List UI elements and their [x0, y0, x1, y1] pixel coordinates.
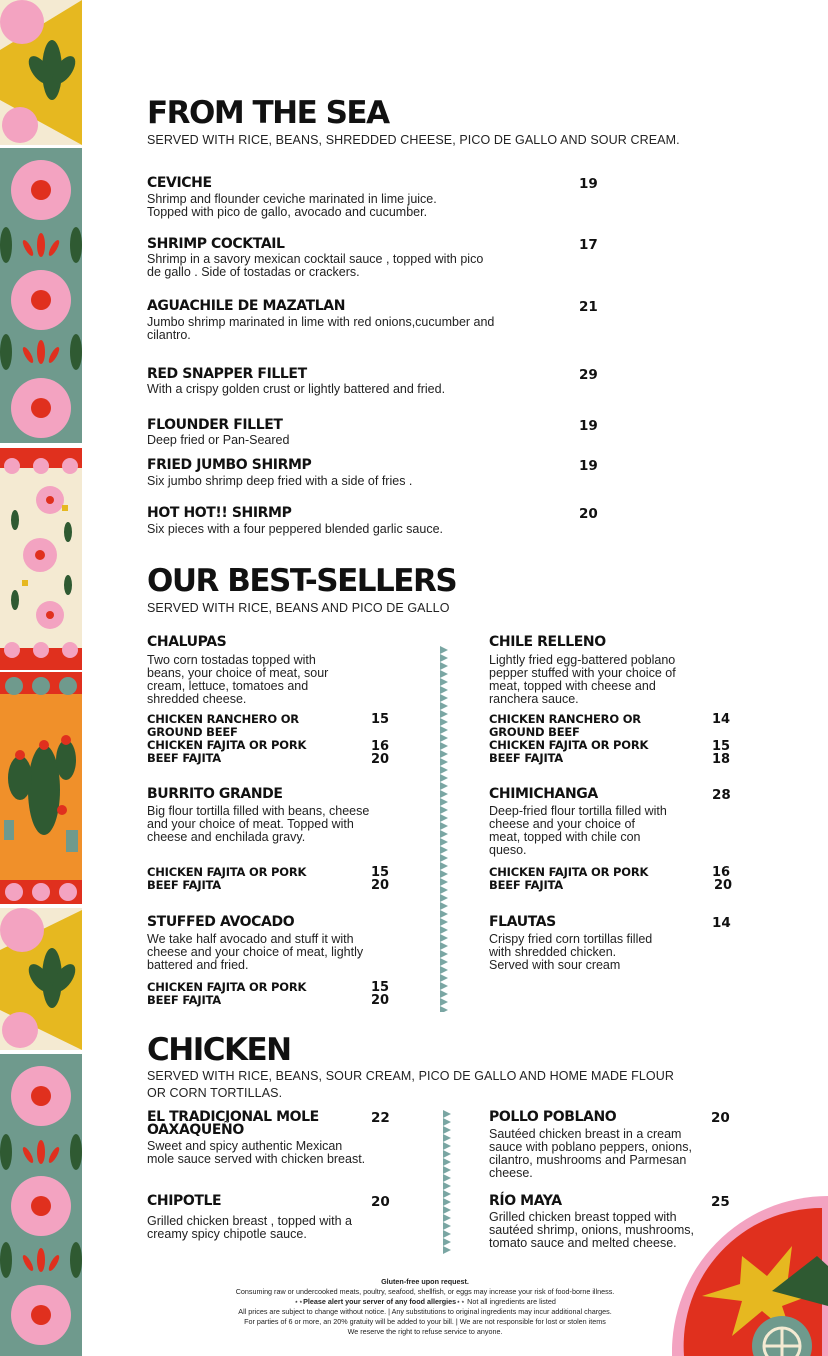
option-label: CHICKEN FAJITA OR PORK	[489, 865, 649, 879]
item-description: Six pieces with a four peppered blended garlic sauce.	[147, 522, 444, 536]
option-price: 15	[371, 980, 390, 995]
item-price: 21	[579, 299, 598, 315]
gratuity-note: For parties of 6 or more, an 20% gratuity will be added to your bill. | We are not responsible for lost or stolen items	[244, 1317, 606, 1326]
section-subtitle-sea: SERVED WITH RICE, BEANS, SHREDDED CHEESE, PICO DE GALLO AND SOUR CREAM.	[147, 133, 680, 147]
option-price: 16	[712, 865, 731, 880]
item-description: Grilled chicken breast topped with sautéed shrimp, onions, mushrooms, tomato sauce and melted cheese.	[489, 1210, 694, 1250]
option-label: BEEF FAJITA	[489, 878, 563, 892]
item-price: 20	[711, 1110, 730, 1126]
item-description: Six jumbo shrimp deep fried with a side of fries .	[147, 474, 413, 488]
option-price: 18	[712, 752, 731, 767]
option-label: CHICKEN FAJITA OR PORK	[147, 738, 307, 752]
item-description: Big flour tortilla filled with beans, cheese and your choice of meat. Topped with cheese and enchilada gravy.	[147, 804, 370, 844]
item-name: CHIPOTLE	[147, 1193, 222, 1209]
item-description: Shrimp in a savory mexican cocktail sauce , topped with pico de gallo . Side of tostadas or crackers.	[147, 252, 484, 279]
option-label: BEEF FAJITA	[147, 993, 221, 1007]
option-price: 15	[712, 739, 731, 754]
option-label: BEEF FAJITA	[147, 751, 221, 765]
item-description: Lightly fried egg-battered poblano pepper stuffed with your choice of meat, topped with cheese and ranchera sauce.	[489, 653, 676, 706]
item-name: RÍO MAYA	[489, 1193, 562, 1209]
item-name: CHALUPAS	[147, 634, 227, 650]
section-subtitle-chicken: SERVED WITH RICE, BEANS, SOUR CREAM, PICO DE GALLO AND HOME MADE FLOUR OR CORN TORTILLAS.	[147, 1069, 674, 1100]
refuse-service-note: We reserve the right to refuse service to anyone.	[347, 1327, 503, 1336]
item-name: STUFFED AVOCADO	[147, 914, 295, 930]
option-label: CHICKEN FAJITA OR PORK	[147, 980, 307, 994]
zigzag-divider-icon	[440, 646, 448, 1012]
item-name: FLOUNDER FILLET	[147, 417, 283, 433]
option-label: CHICKEN FAJITA OR PORK	[489, 738, 649, 752]
option-price: 16	[371, 739, 390, 754]
section-title-best-sellers: OUR BEST-SELLERS	[147, 563, 457, 599]
item-name: POLLO POBLANO	[489, 1109, 617, 1125]
item-description: Two corn tostadas topped with beans, your choice of meat, sour cream, lettuce, tomatoes and shredded cheese.	[147, 653, 329, 706]
item-description: Shrimp and flounder ceviche marinated in lime juice. Topped with pico de gallo, avocado and cucumber.	[147, 192, 437, 219]
option-label: CHICKEN RANCHERO OR GROUND BEEF	[489, 712, 641, 739]
item-name: CHIMICHANGA	[489, 786, 598, 802]
zigzag-divider-icon	[443, 1110, 451, 1254]
item-price: 14	[712, 915, 731, 931]
price-note: All prices are subject to change without notice. | Any substitutions to original ingredients may incur additional charges.	[238, 1307, 612, 1316]
option-price: 15	[371, 712, 390, 727]
item-name: FRIED JUMBO SHIRMP	[147, 457, 312, 473]
item-name: CEVICHE	[147, 175, 212, 191]
allergy-note: ⋆⋆Please alert your server of any food allergies⋆⋆ Not all ingredients are listed	[294, 1297, 556, 1306]
option-price: 20	[371, 993, 390, 1008]
footer-notes	[180, 1277, 670, 1337]
option-price: 20	[371, 752, 390, 767]
section-subtitle-best-sellers: SERVED WITH RICE, BEANS AND PICO DE GALLO	[147, 601, 450, 615]
item-price: 20	[371, 1194, 390, 1210]
item-description: Deep fried or Pan-Seared	[147, 433, 290, 447]
item-price: 22	[371, 1110, 390, 1126]
option-price: 20	[714, 878, 733, 893]
item-price: 17	[579, 237, 598, 253]
item-price: 19	[579, 418, 598, 434]
option-label: CHICKEN FAJITA OR PORK	[147, 865, 307, 879]
item-price: 25	[711, 1194, 730, 1210]
item-description: Crispy fried corn tortillas filled with shredded chicken. Served with sour cream	[489, 932, 653, 972]
item-price: 29	[579, 367, 598, 383]
decorative-border-strip	[0, 0, 82, 1356]
floral-pattern-icon	[0, 0, 82, 1356]
item-name: BURRITO GRANDE	[147, 786, 283, 802]
item-description: Grilled chicken breast , topped with a creamy spicy chipotle sauce.	[147, 1214, 352, 1241]
option-label: CHICKEN RANCHERO OR GROUND BEEF	[147, 712, 299, 739]
item-price: 20	[579, 506, 598, 522]
item-name: RED SNAPPER FILLET	[147, 366, 307, 382]
item-description: Jumbo shrimp marinated in lime with red onions,cucumber and cilantro.	[147, 315, 495, 342]
section-title-chicken: CHICKEN	[147, 1032, 291, 1068]
item-name: FLAUTAS	[489, 914, 556, 930]
item-description: Sautéed chicken breast in a cream sauce with poblano peppers, onions, cilantro, mushrooms and Parmesan cheese.	[489, 1127, 692, 1180]
item-name: CHILE RELLENO	[489, 634, 606, 650]
food-safety-note: Consuming raw or undercooked meats, poultry, seafood, shellfish, or eggs may increase your risk of food-borne illness.	[235, 1287, 615, 1296]
item-name: EL TRADICIONAL MOLE OAXAQUEÑO	[147, 1109, 319, 1138]
item-name: AGUACHILE DE MAZATLAN	[147, 298, 346, 314]
item-description: We take half avocado and stuff it with cheese and your choice of meat, lightly battered and fried.	[147, 932, 364, 972]
item-description: Deep-fried flour tortilla filled with cheese and your choice of meat, topped with chile con queso.	[489, 804, 667, 857]
option-label: BEEF FAJITA	[147, 878, 221, 892]
option-price: 20	[371, 878, 390, 893]
item-name: HOT HOT!! SHIRMP	[147, 505, 292, 521]
option-price: 15	[371, 865, 390, 880]
gluten-free-note: Gluten-free upon request.	[381, 1277, 469, 1286]
item-price: 19	[579, 176, 598, 192]
section-title-sea: FROM THE SEA	[147, 95, 389, 131]
item-description: Sweet and spicy authentic Mexican mole sauce served with chicken breast.	[147, 1139, 366, 1166]
option-label: BEEF FAJITA	[489, 751, 563, 765]
item-name: SHRIMP COCKTAIL	[147, 236, 285, 252]
item-price: 19	[579, 458, 598, 474]
option-price: 14	[712, 712, 731, 727]
item-price: 28	[712, 787, 731, 803]
item-description: With a crispy golden crust or lightly battered and fried.	[147, 382, 446, 396]
